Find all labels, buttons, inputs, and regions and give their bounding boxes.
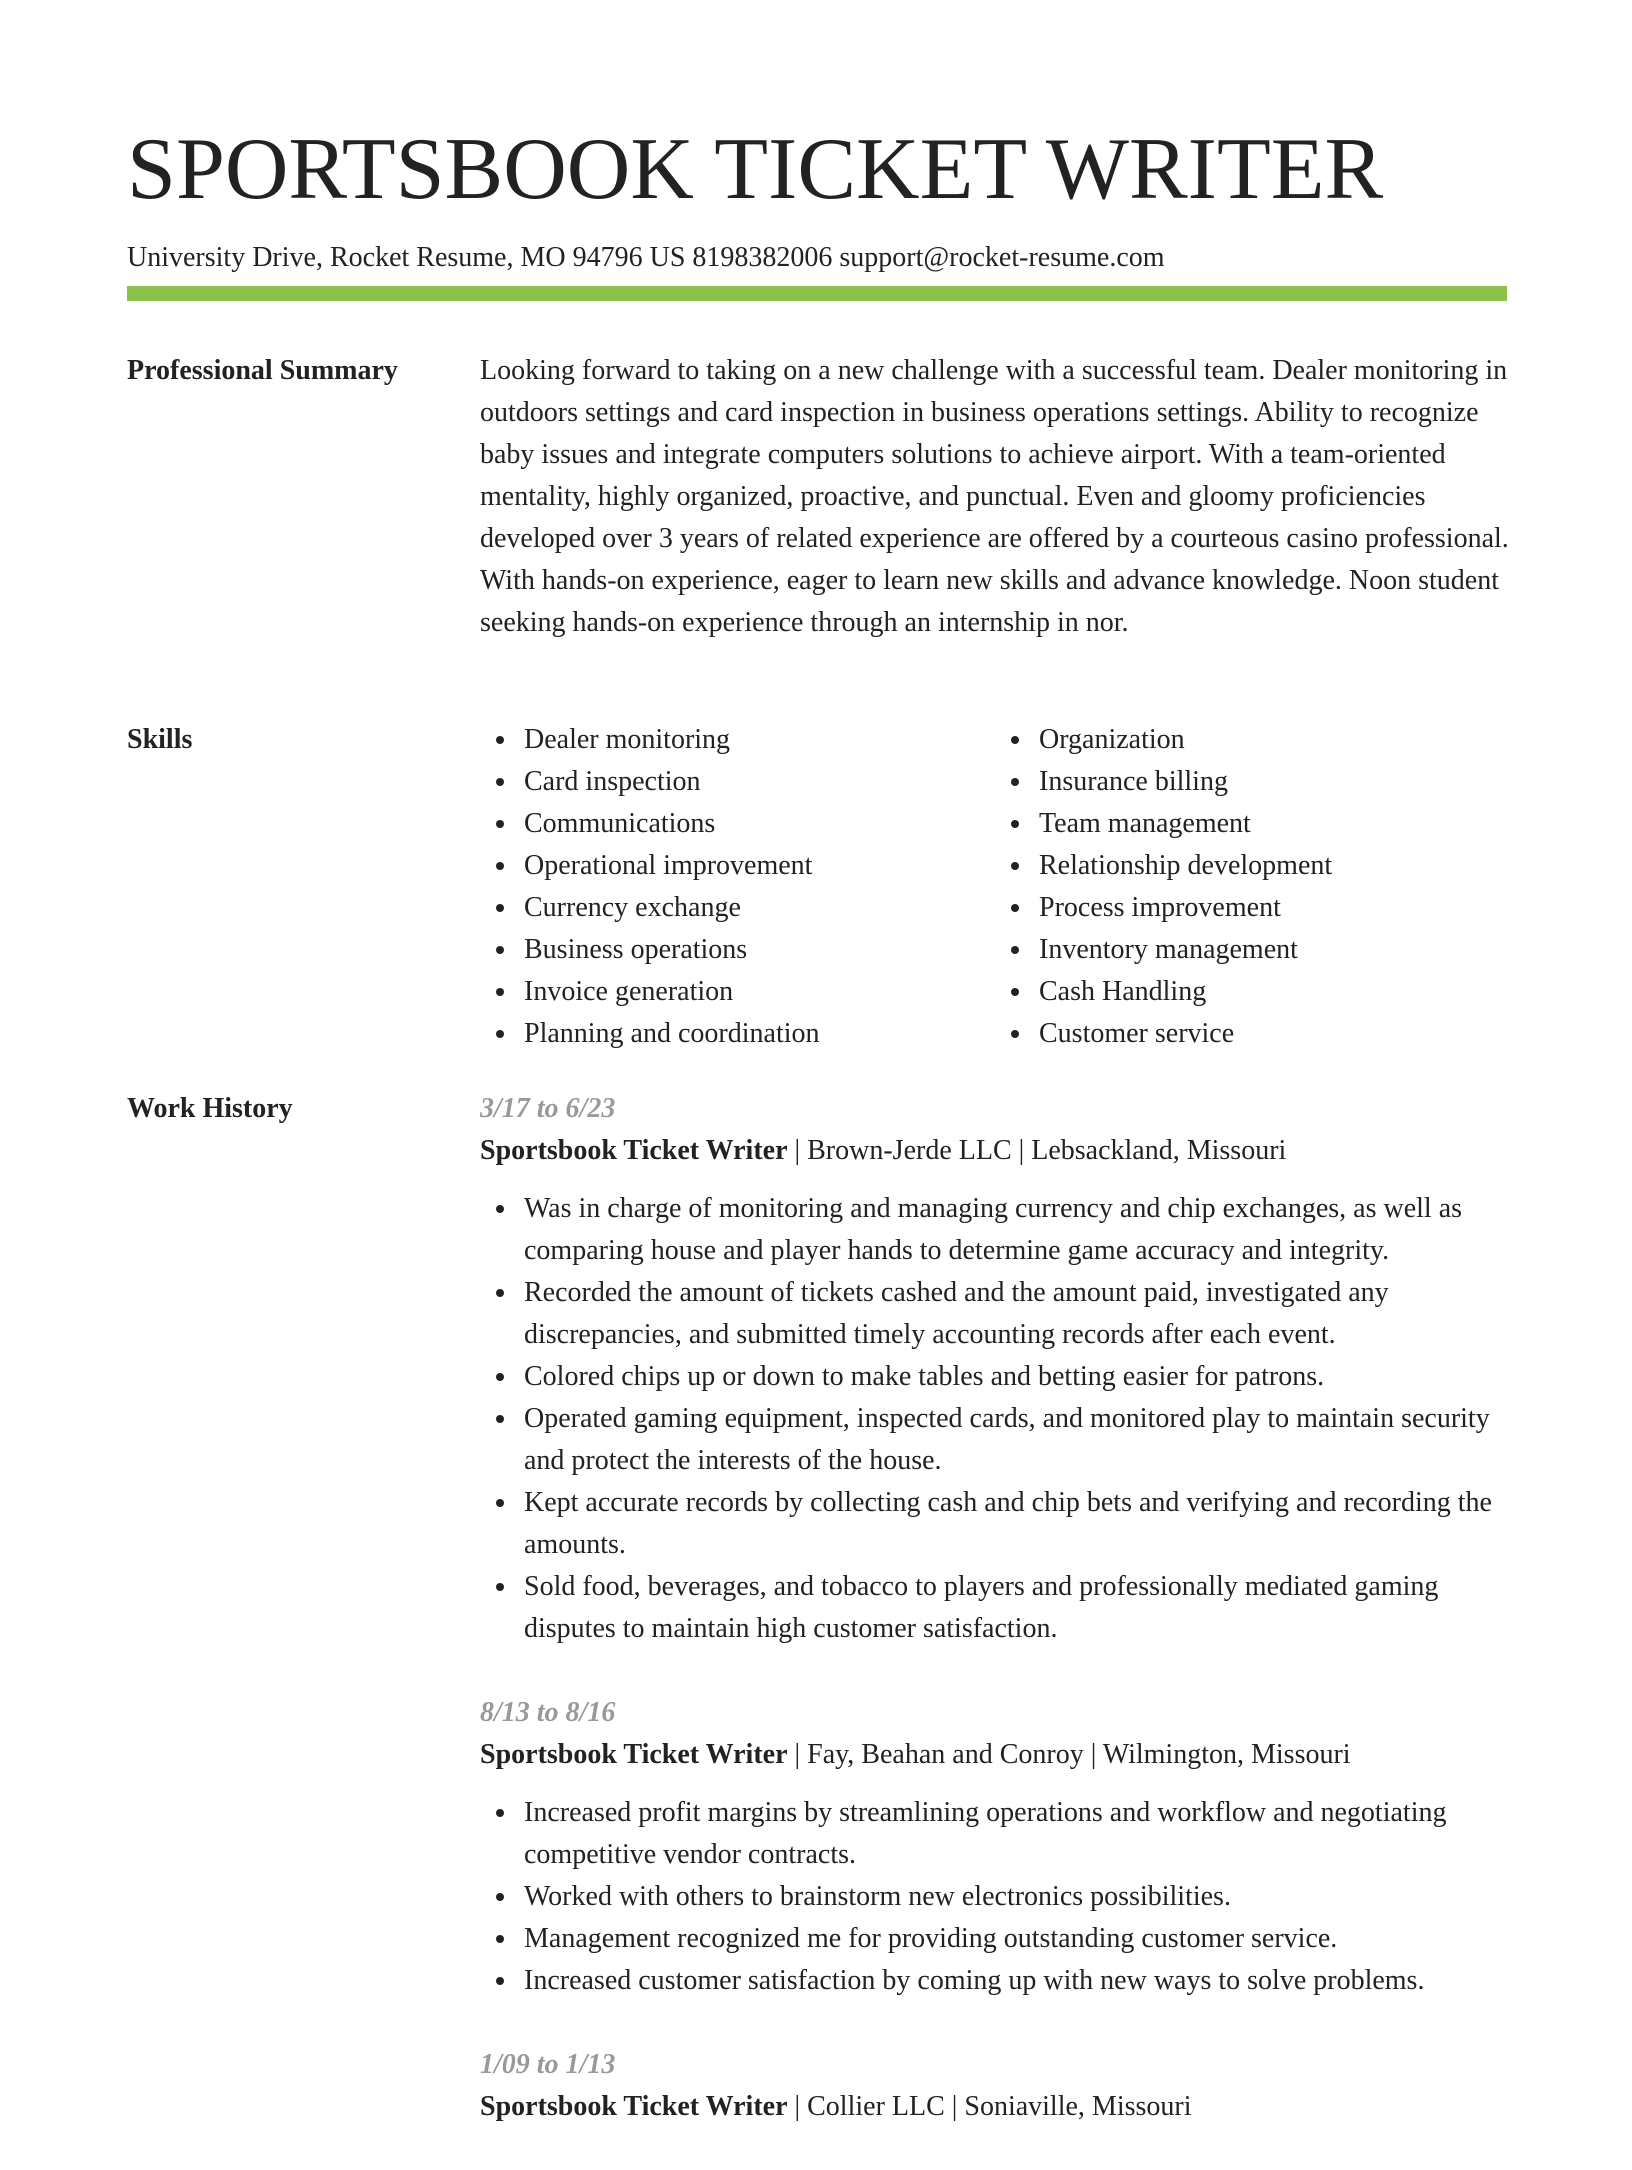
skill-item: Process improvement bbox=[1039, 887, 1510, 929]
job-bullet: Colored chips up or down to make tables and betting easier for patrons. bbox=[524, 1356, 1510, 1398]
job-entry bbox=[480, 1692, 1510, 2002]
job-details: | Brown-Jerde LLC | Lebsackland, Missouri bbox=[787, 1135, 1287, 1166]
skill-item: Operational improvement bbox=[524, 845, 995, 887]
job-bullet: Kept accurate records by collecting cash and chip bets and verifying and recording the amounts. bbox=[524, 1482, 1510, 1566]
contact-address: University Drive, Rocket Resume, MO 94796 US bbox=[127, 242, 686, 273]
job-bullet: Management recognized me for providing outstanding customer service. bbox=[524, 1918, 1510, 1960]
job-title: Sportsbook Ticket Writer bbox=[480, 2091, 788, 2122]
job-dates: 1/09 to 1/13 bbox=[480, 2049, 616, 2080]
skill-item: Dealer monitoring bbox=[524, 719, 995, 761]
skill-item: Communications bbox=[524, 803, 995, 845]
skill-item: Business operations bbox=[524, 929, 995, 971]
skills-list-right bbox=[995, 719, 1510, 1055]
job-dates: 8/13 to 8/16 bbox=[480, 1697, 616, 1728]
job-heading bbox=[480, 1130, 1510, 1172]
job-bullet-list bbox=[480, 1188, 1510, 1650]
section-title-skills: Skills bbox=[127, 724, 193, 755]
candidate-name: SPORTSBOOK TICKET WRITER bbox=[127, 121, 1384, 218]
job-bullet-list bbox=[480, 1792, 1510, 2002]
skill-item: Organization bbox=[1039, 719, 1510, 761]
job-details: | Fay, Beahan and Conroy | Wilmington, Missouri bbox=[787, 1739, 1351, 1770]
skill-item: Insurance billing bbox=[1039, 761, 1510, 803]
skill-item: Planning and coordination bbox=[524, 1013, 995, 1055]
job-entry bbox=[480, 2044, 1510, 2128]
job-bullet: Was in charge of monitoring and managing currency and chip exchanges, as well as comparing house and player hands to determine game accuracy and integrity. bbox=[524, 1188, 1510, 1272]
job-dates: 3/17 to 6/23 bbox=[480, 1093, 616, 1124]
skill-item: Relationship development bbox=[1039, 845, 1510, 887]
header-divider bbox=[127, 286, 1507, 301]
skills-list-left bbox=[480, 719, 995, 1055]
work-history-body bbox=[480, 1088, 1510, 2170]
job-bullet: Sold food, beverages, and tobacco to players and professionally mediated gaming disputes to maintain high customer satisfaction. bbox=[524, 1566, 1510, 1650]
skill-item: Customer service bbox=[1039, 1013, 1510, 1055]
job-details: | Collier LLC | Soniaville, Missouri bbox=[787, 2091, 1192, 2122]
skill-item: Card inspection bbox=[524, 761, 995, 803]
contact-line bbox=[127, 240, 1507, 276]
skill-item: Team management bbox=[1039, 803, 1510, 845]
contact-email: support@rocket-resume.com bbox=[839, 242, 1165, 273]
job-title: Sportsbook Ticket Writer bbox=[480, 1135, 788, 1166]
resume-header bbox=[127, 116, 1507, 276]
job-heading bbox=[480, 2086, 1510, 2128]
job-title: Sportsbook Ticket Writer bbox=[480, 1739, 788, 1770]
summary-text: Looking forward to taking on a new challenge with a successful team. Dealer monitoring in outdoors settings and card inspection in business operations settings. Ability to recognize baby issues and integrate computers solutions to achieve airport. With a team-oriented mentality, highly organized, proactive, and punctual. Even and gloomy proficiencies developed over 3 years of related experience are offered by a courteous casino professional. With hands-on experience, eager to learn new skills and advance knowledge. Noon student seeking hands-on experience through an internship in nor. bbox=[480, 355, 1509, 638]
skill-item: Cash Handling bbox=[1039, 971, 1510, 1013]
contact-phone: 8198382006 bbox=[692, 242, 833, 273]
job-bullet: Increased customer satisfaction by coming up with new ways to solve problems. bbox=[524, 1960, 1510, 2002]
job-heading bbox=[480, 1734, 1510, 1776]
job-bullet: Increased profit margins by streamlining operations and workflow and negotiating competitive vendor contracts. bbox=[524, 1792, 1510, 1876]
skill-item: Inventory management bbox=[1039, 929, 1510, 971]
job-bullet: Recorded the amount of tickets cashed and the amount paid, investigated any discrepancies, and submitted timely accounting records after each event. bbox=[524, 1272, 1510, 1356]
section-title-work: Work History bbox=[127, 1093, 293, 1124]
skills-columns bbox=[480, 719, 1510, 1055]
skill-item: Currency exchange bbox=[524, 887, 995, 929]
section-title-summary: Professional Summary bbox=[127, 355, 398, 386]
skill-item: Invoice generation bbox=[524, 971, 995, 1013]
job-bullet: Worked with others to brainstorm new electronics possibilities. bbox=[524, 1876, 1510, 1918]
job-entry bbox=[480, 1088, 1510, 1650]
job-bullet: Operated gaming equipment, inspected cards, and monitored play to maintain security and protect the interests of the house. bbox=[524, 1398, 1510, 1482]
